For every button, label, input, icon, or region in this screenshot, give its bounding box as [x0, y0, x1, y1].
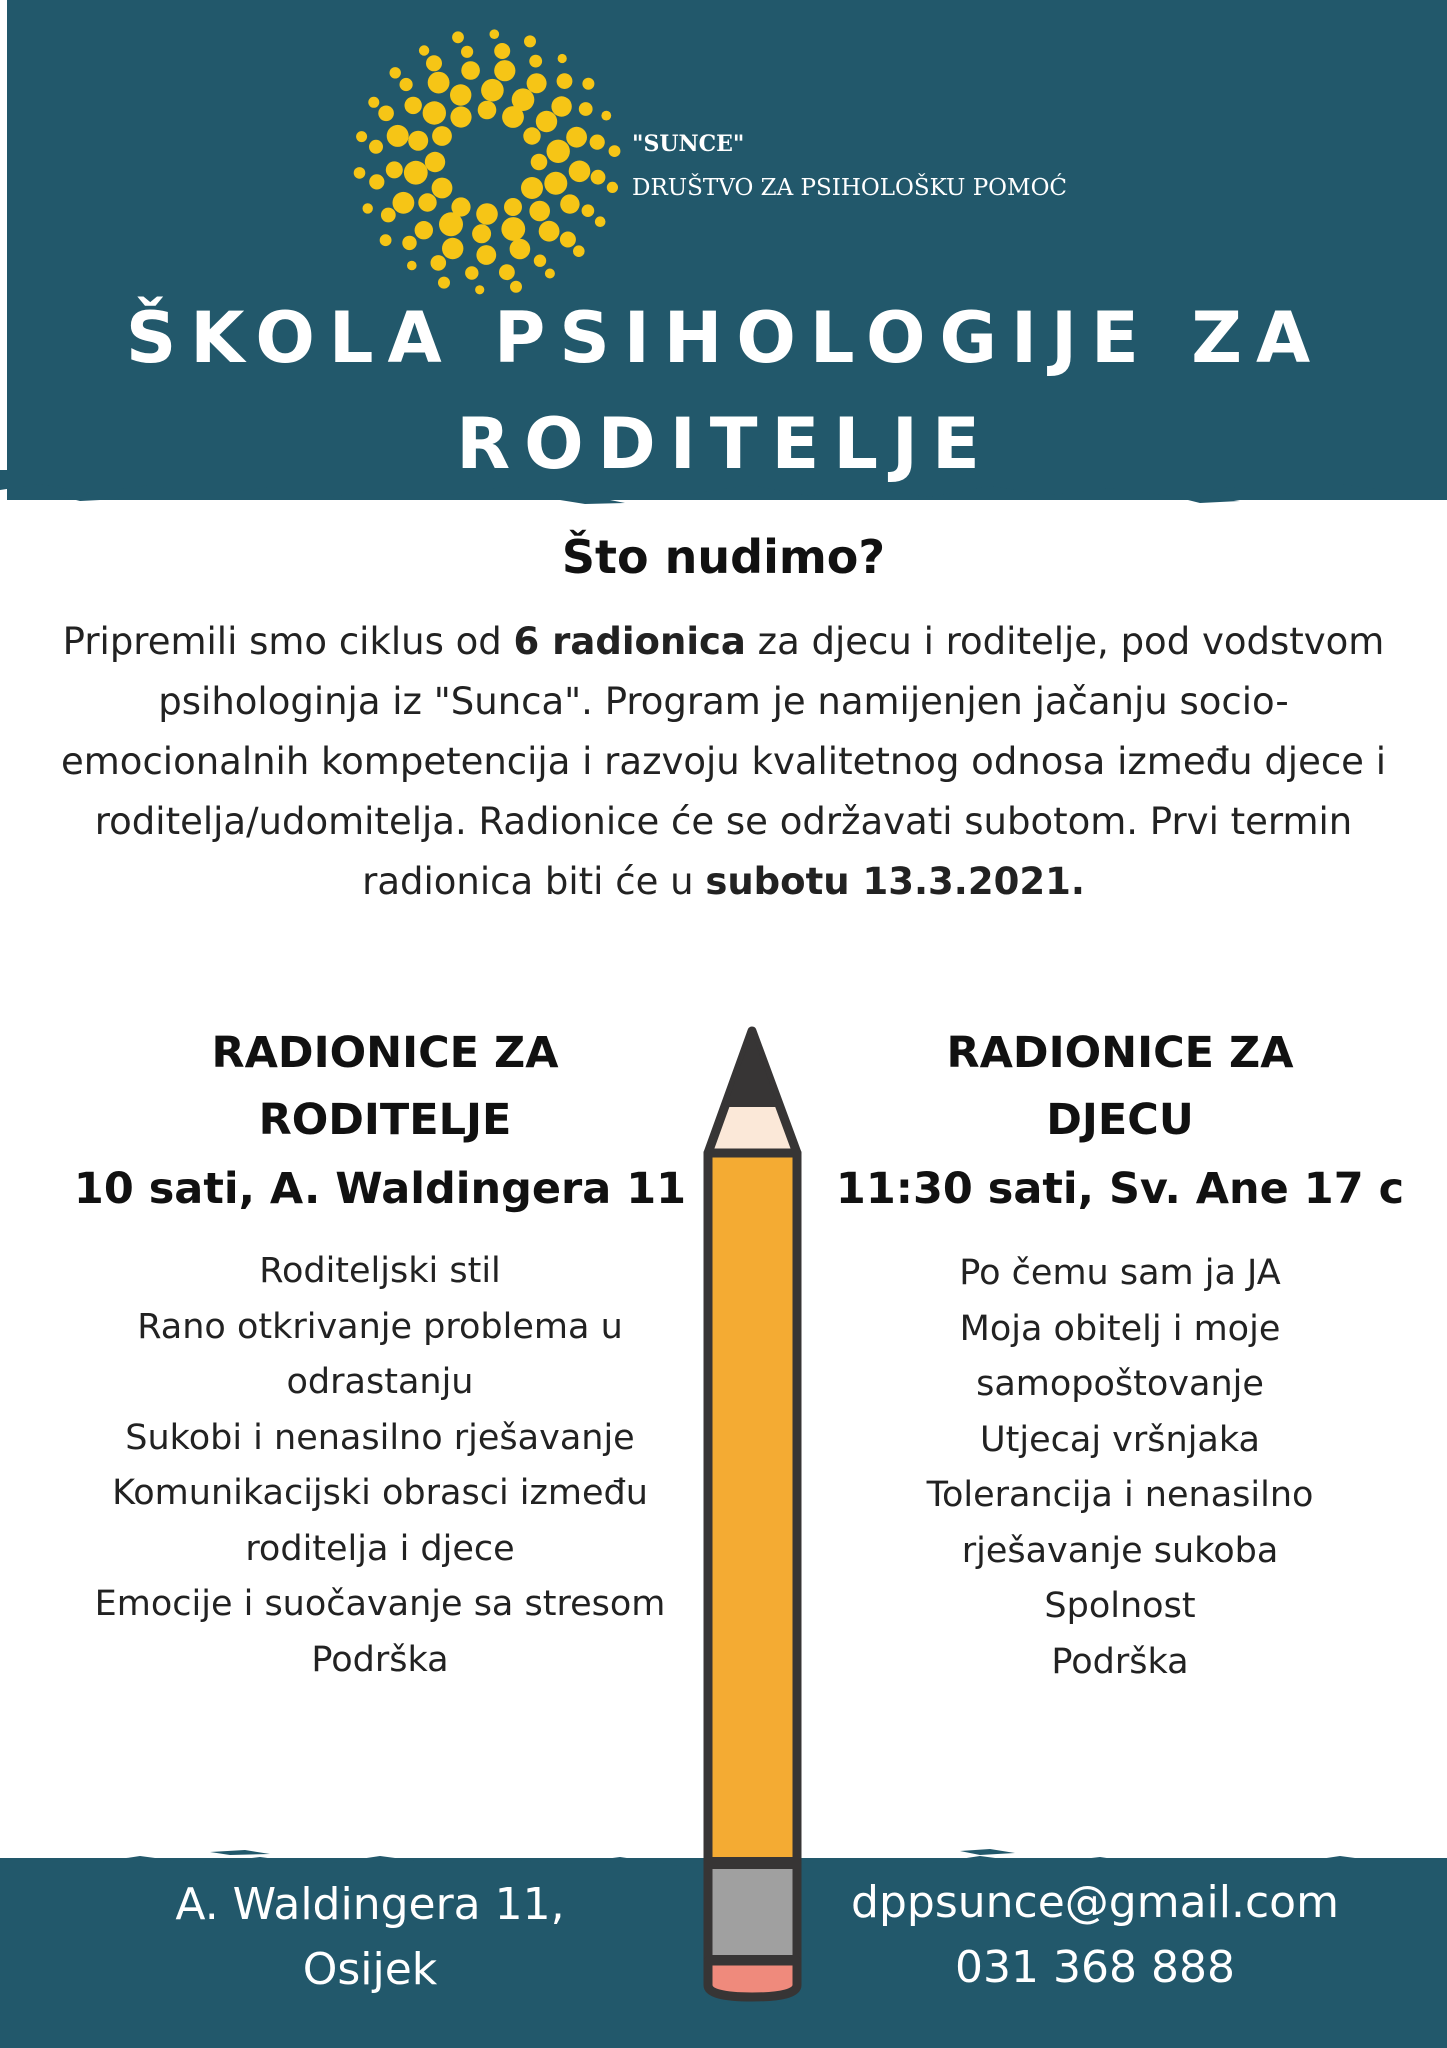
offer-heading: Što nudimo?	[561, 530, 886, 584]
intro-highlight-date: subotu 13.3.2021.	[705, 860, 1085, 903]
organization-info	[632, 122, 1067, 210]
sun-dot	[547, 140, 570, 163]
parents-title-line-1: RADIONICE ZA	[211, 1028, 559, 1078]
sun-dot	[529, 55, 542, 68]
children-title-line-1: RADIONICE ZA	[946, 1028, 1294, 1078]
sun-dot	[402, 236, 416, 250]
sun-dot	[521, 177, 543, 199]
sun-dot	[368, 97, 379, 108]
parents-title-line-2: RODITELJE	[258, 1095, 512, 1145]
sun-dot	[590, 135, 605, 150]
children-title-line-2: DJECU	[1046, 1095, 1194, 1145]
sun-dot	[512, 88, 535, 111]
sun-dot	[461, 61, 480, 80]
sun-dot	[426, 55, 442, 71]
sun-dot	[465, 266, 478, 279]
sun-dot	[369, 140, 383, 154]
sun-dot	[504, 198, 522, 216]
sun-dot	[476, 245, 496, 265]
sun-dot	[404, 161, 428, 185]
sun-dot	[573, 245, 585, 257]
sun-dot	[386, 161, 403, 178]
list-item: Podrška	[1051, 1641, 1189, 1682]
list-item: odrastanju	[286, 1362, 474, 1402]
sun-dot	[407, 261, 417, 271]
sun-dot	[494, 60, 515, 81]
parents-workshops	[40, 1020, 720, 1688]
sun-dot	[536, 111, 557, 132]
sun-dot	[551, 96, 571, 116]
list-item: Rano otkrivanje problema u	[137, 1306, 623, 1347]
sun-dot	[461, 46, 473, 58]
sun-dot	[408, 131, 428, 151]
intro-paragraph	[55, 612, 1392, 912]
sun-dot	[560, 194, 579, 213]
sun-dot	[450, 84, 471, 105]
sun-dot	[418, 193, 436, 211]
sun-dot	[387, 125, 409, 147]
sun-dot	[380, 234, 392, 246]
sun-dot	[494, 43, 510, 59]
sun-dot	[527, 73, 547, 93]
sun-dot	[363, 203, 373, 213]
sun-dot	[591, 170, 606, 185]
sun-dot	[595, 216, 606, 227]
list-item: samopoštovanje	[976, 1364, 1264, 1404]
footer-address	[130, 1872, 610, 2002]
sun-dot	[390, 67, 401, 78]
list-item: Emocije i suočavanje sa stresom	[94, 1584, 666, 1624]
sun-dot	[354, 167, 366, 179]
sun-dot	[529, 201, 550, 222]
list-item: roditelja i djece	[245, 1528, 515, 1569]
page-title	[60, 285, 1390, 497]
sun-dot	[439, 212, 463, 236]
sun-dot	[523, 127, 540, 144]
organization-subtitle: DRUŠTVO ZA PSIHOLOŠKU POMOĆ	[632, 175, 1068, 201]
parents-time-place: 10 sati, A. Waldingera 11	[73, 1164, 687, 1214]
intro-text-1: Pripremili smo ciklus od	[62, 620, 514, 663]
sun-dot	[558, 54, 567, 63]
list-item: Po čemu sam ja JA	[959, 1253, 1281, 1293]
sun-dot	[432, 126, 452, 146]
footer-contact	[820, 1870, 1370, 2000]
sun-dot	[510, 239, 531, 260]
list-item: Moja obitelj i moje	[959, 1308, 1281, 1349]
sun-dot	[560, 232, 576, 248]
sun-dots-logo	[350, 25, 625, 300]
intro-text-2: za djecu i roditelje, pod vodstvom psihologinja iz "Sunca". Program je namijenjen jačanju socio-emocionalnih kompetencija i razvoju kvalitetnog odnosa između djece i roditelja/udomitelja. Radionice će se održavati subotom. Prvi termin radionica biti će u	[61, 620, 1386, 903]
sun-dot	[569, 161, 591, 183]
list-item: Komunikacijski obrasci između	[112, 1473, 648, 1513]
sun-dot	[378, 106, 394, 122]
sun-dot	[472, 224, 491, 243]
parents-title	[50, 1020, 720, 1154]
sun-dot	[582, 78, 594, 90]
sun-dot	[431, 255, 447, 271]
sun-dot	[531, 154, 548, 171]
pencil-icon	[700, 1025, 805, 2005]
sun-dot	[452, 31, 464, 43]
sun-dot	[490, 29, 500, 39]
sun-dot	[478, 101, 497, 120]
sun-dot	[381, 208, 396, 223]
sun-dot	[369, 174, 384, 189]
sun-dot	[545, 269, 555, 279]
list-item: Roditeljski stil	[259, 1251, 501, 1291]
sun-dot	[524, 35, 536, 47]
sun-dot	[601, 111, 611, 121]
list-item: Utjecaj vršnjaka	[980, 1419, 1260, 1460]
sun-dot	[425, 152, 445, 172]
children-topic-list	[800, 1246, 1440, 1690]
parents-topic-list	[40, 1244, 720, 1688]
children-workshops	[800, 1020, 1440, 1690]
sun-dot	[544, 172, 567, 195]
sun-dot	[476, 203, 498, 225]
sun-dot	[607, 182, 618, 193]
intro-highlight-workshops: 6 radionica	[513, 620, 746, 663]
sun-dot	[419, 45, 429, 55]
list-item: Spolnost	[1044, 1586, 1196, 1626]
sun-dot	[501, 217, 525, 241]
sun-dot	[356, 131, 367, 142]
sun-dot	[539, 221, 560, 242]
sun-dot	[428, 72, 450, 94]
organization-name: "SUNCE"	[632, 131, 745, 157]
sun-dot	[609, 145, 621, 157]
list-item: Podrška	[311, 1639, 449, 1680]
sun-dot	[405, 97, 422, 114]
sun-dot	[423, 101, 446, 124]
sun-dot	[534, 255, 546, 267]
sun-dot	[582, 204, 595, 217]
sun-dot	[450, 106, 471, 127]
sun-dot	[566, 127, 587, 148]
sun-dot	[557, 73, 573, 89]
list-item: rješavanje sukoba	[961, 1530, 1279, 1571]
sun-dot	[499, 264, 515, 280]
title-line-1: ŠKOLA PSIHOLOGIJE ZA	[125, 297, 1325, 379]
address-line-1: A. Waldingera 11,	[175, 1879, 565, 1930]
sun-dot	[442, 238, 463, 259]
title-line-2: RODITELJE	[456, 403, 994, 485]
sun-dot	[393, 192, 415, 214]
sun-dot	[400, 78, 413, 91]
email-link[interactable]: dppsunce@gmail.com	[851, 1877, 1339, 1928]
children-title	[800, 1020, 1440, 1154]
children-time-place: 11:30 sati, Sv. Ane 17 c	[835, 1164, 1405, 1214]
sun-dot	[432, 178, 453, 199]
sun-dot	[579, 102, 593, 116]
list-item: Tolerancija i nenasilno	[926, 1475, 1314, 1515]
address-line-2: Osijek	[302, 1944, 438, 1995]
phone-number[interactable]: 031 368 888	[955, 1942, 1235, 1993]
list-item: Sukobi i nenasilno rješavanje	[125, 1417, 635, 1458]
sun-dot	[481, 79, 504, 102]
sun-dot	[415, 221, 433, 239]
